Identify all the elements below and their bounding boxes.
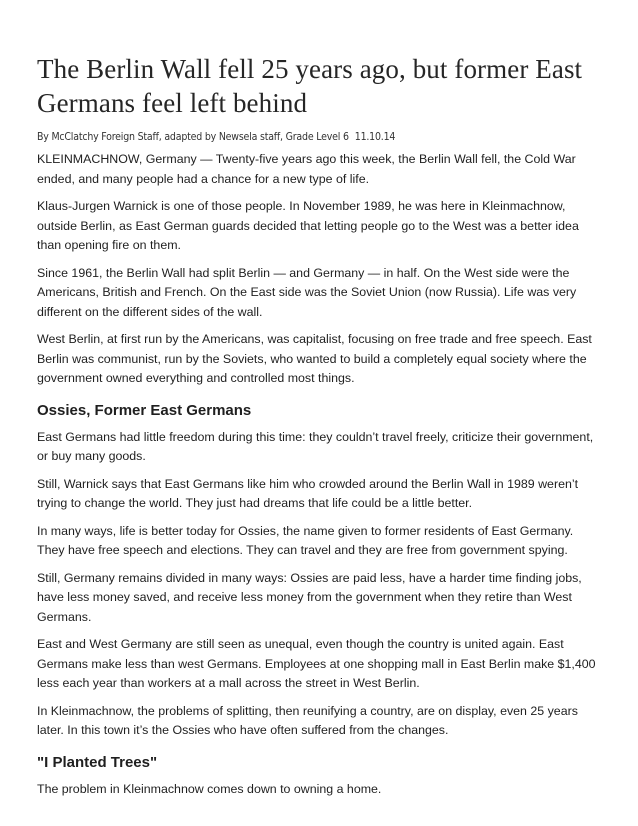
article-date: 11.10.14 xyxy=(354,131,396,143)
paragraph: Klaus-Jurgen Warnick is one of those people. In November 1989, he was here in Kleinmachnow, outside Berlin, as East German guards decided that letting people go to the West was a better idea than opening fire on them. xyxy=(37,199,579,252)
paragraph: West Berlin, at first run by the Americans, was capitalist, focusing on free trade and free speech. East Berlin was communist, run by the Soviets, who wanted to build a completely equal society where the government owned everything and controlled most things. xyxy=(37,332,592,385)
paragraph: In many ways, life is better today for Ossies, the name given to former residents of East Germany. They have free speech and elections. They can travel and they are free from government spying. xyxy=(37,523,574,557)
section-heading-planted-trees: "I Planted Trees" xyxy=(37,753,158,771)
paragraph: The problem in Kleinmachnow comes down to owning a home. xyxy=(37,781,382,796)
article-byline xyxy=(37,130,603,144)
paragraph: In Kleinmachnow, the problems of splitting, then reunifying a country, are on display, even 25 years later. In this town it’s the Ossies who have often suffered from the changes. xyxy=(37,703,578,737)
byline-text: By McClatchy Foreign Staff, adapted by Newsela staff, Grade Level 6 xyxy=(37,131,349,143)
paragraph: KLEINMACHNOW, Germany — Twenty-five years ago this week, the Berlin Wall fell, the Cold War ended, and many people had a chance for a new type of life. xyxy=(37,152,576,186)
paragraph: East Germans had little freedom during this time: they couldn’t travel freely, criticize their government, or buy many goods. xyxy=(37,429,594,463)
paragraph: Still, Warnick says that East Germans like him who crowded around the Berlin Wall in 1989 weren’t trying to change the world. They just had dreams that life could be a little better. xyxy=(37,476,579,510)
paragraph: Still, Germany remains divided in many ways: Ossies are paid less, have a harder time finding jobs, have less money saved, and receive less money from the government when they retire than West Germans. xyxy=(37,570,582,624)
paragraph: Since 1961, the Berlin Wall had split Berlin — and Germany — in half. On the West side were the Americans, British and French. On the East side was the Soviet Union (now Russia). Life was very different on the different sides of the wall. xyxy=(37,265,577,319)
article xyxy=(37,52,603,807)
paragraph: East and West Germany are still seen as unequal, even though the country is united again. East Germans make less than west Germans. Employees at one shopping mall in East Berlin make $1,400 less each year than workers at a mall across the street in West Berlin. xyxy=(37,637,596,690)
section-heading-ossies: Ossies, Former East Germans xyxy=(37,401,252,419)
article-title: The Berlin Wall fell 25 years ago, but former East Germans feel left behind xyxy=(37,54,583,118)
